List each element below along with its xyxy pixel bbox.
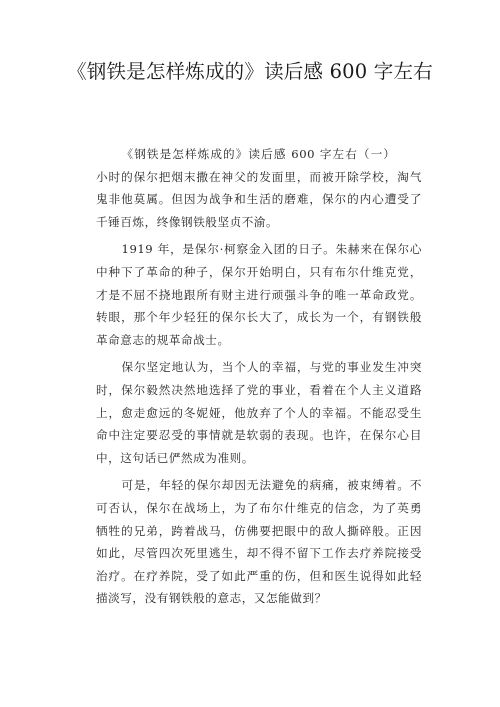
paragraph-3: 保尔坚定地认为，当个人的幸福，与党的事业发生冲突时，保尔毅然决然地选择了党的事业，看着在个人主义道路上，愈走愈远的冬妮娅，他放弃了个人的幸福。不能忍受生命中注定要忍受的事情就是软弱的表现。也许，在保尔心目中，这句话已俨然成为准则。 [96, 360, 422, 465]
paragraph-4: 可是，年轻的保尔却因无法避免的病痛，被束缚着。不可否认，保尔在战场上，为了布尔什维克的信念，为了英勇牺牲的兄弟，跨着战马，仿佛要把眼中的敌人撕碎般。正因如此，尽管四次死里逃生，却不得不留下工作去疗养院接受治疗。在疗养院，受了如此严重的伤，但和医生说得如此轻描淡写，没有钢铁般的意志，又怎能做到？ [96, 478, 422, 606]
paragraph-1-text: 小时的保尔把烟末撒在神父的发面里，而被开除学校，淘气鬼非他莫属。但因为战争和生活的磨难，保尔的内心遭受了千锤百炼，终像钢铁般坚贞不渝。 [96, 169, 422, 229]
paragraph-2: 1919 年，是保尔·柯察金入团的日子。朱赫来在保尔心中种下了革命的种子，保尔开始明白，只有布尔什维克党，才是不屈不挠地跟所有财主进行顽强斗争的唯一革命政党。转眼，那个年少轻狂的保尔长大了，成长为一个，有钢铁般革命意志的规革命战士。 [96, 242, 422, 347]
document-title: 《钢铁是怎样炼成的》读后感 600 字左右 [67, 60, 433, 83]
paragraph-1-lead: 《钢铁是怎样炼成的》读后感 600 字左右（一） [121, 147, 396, 161]
paragraph-1 [96, 143, 422, 233]
document-body [96, 143, 422, 615]
